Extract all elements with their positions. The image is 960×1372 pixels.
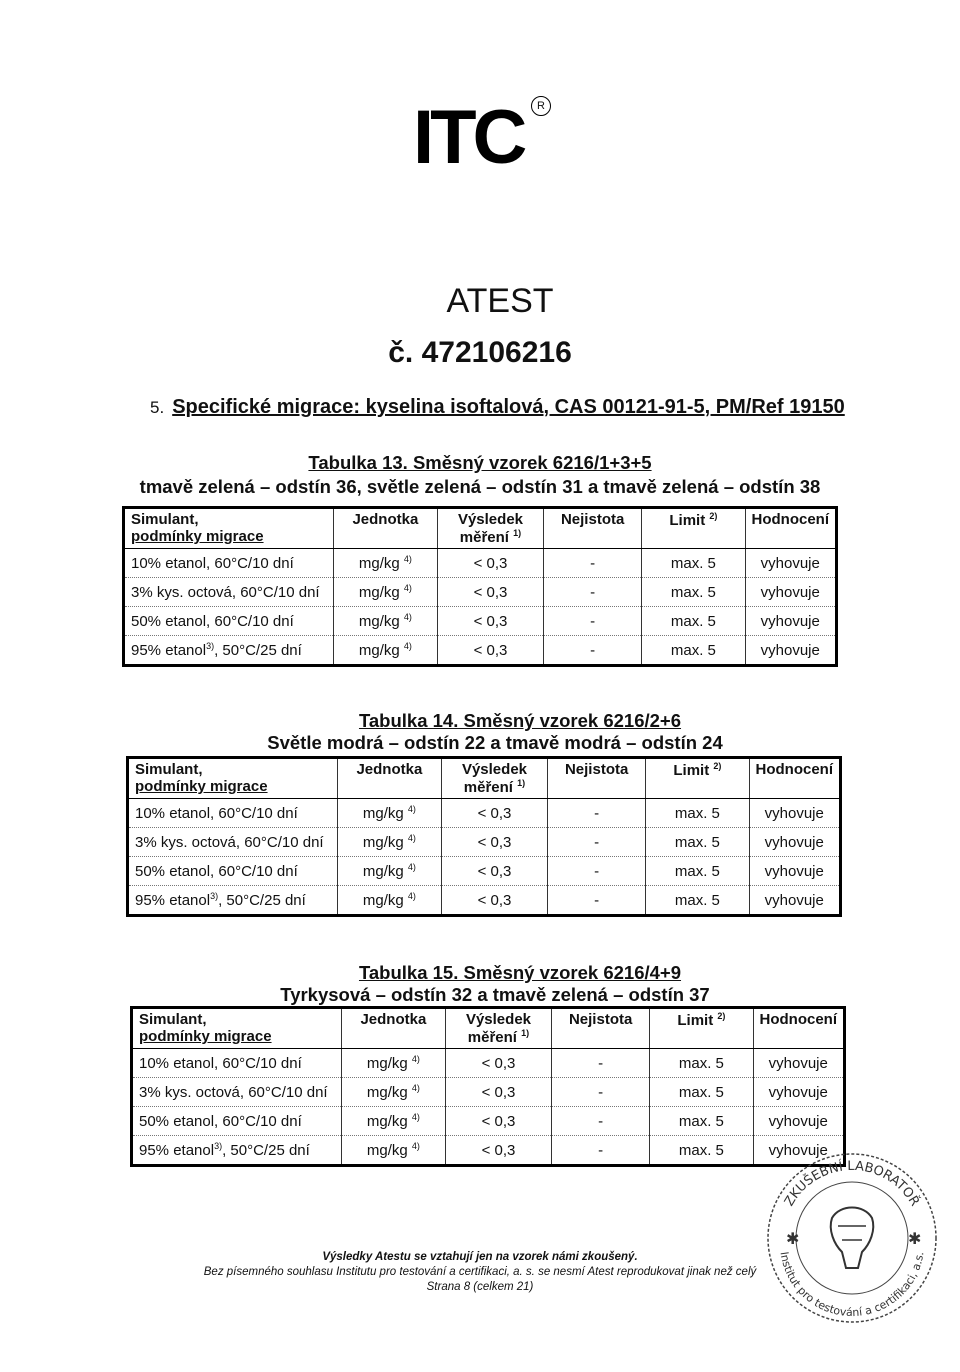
cell-unit: mg/kg $^{4)}$ <box>337 828 441 857</box>
table-header-row <box>128 758 841 799</box>
cell-unit: mg/kg $^{4)}$ <box>341 1078 445 1107</box>
section-text: Specifické migrace: kyselina isoftalová, CAS 00121-91-5, PM/Ref 19150 <box>172 396 845 418</box>
table-caption <box>0 452 960 498</box>
cell-simulant: 10% etanol, 60°C/10 dní <box>132 1049 342 1078</box>
cell-simulant: 3% kys. octová, 60°C/10 dní <box>132 1078 342 1107</box>
document-number: č. 472106216 <box>388 336 572 369</box>
cell-result: < 0,3 <box>437 607 543 636</box>
cell-uncertainty: - <box>548 886 646 916</box>
table-header-row <box>132 1008 845 1049</box>
cell-rating: vyhovuje <box>753 1136 845 1166</box>
table-caption-title: Tabulka 14. Směsný vzorek 6216/2+6 <box>358 710 682 731</box>
cell-simulant: 95% etanol$^{3)}$, 50°C/25 dní <box>128 886 338 916</box>
cell-limit: max. 5 <box>650 1078 753 1107</box>
cell-unit: mg/kg $^{4)}$ <box>333 578 437 607</box>
footer-note: Výsledky Atestu se vztahují jen na vzorek námi zkoušený. <box>322 1251 638 1263</box>
cell-unit: mg/kg $^{4)}$ <box>333 549 437 578</box>
cell-simulant: 95% etanol$^{3)}$, 50°C/25 dní <box>132 1136 342 1166</box>
cell-limit: max. 5 <box>642 578 745 607</box>
cell-uncertainty: - <box>544 578 642 607</box>
page-number: Strana 8 (celkem 21) <box>426 1281 534 1293</box>
cell-unit: mg/kg $^{4)}$ <box>333 607 437 636</box>
cell-rating: vyhovuje <box>745 578 837 607</box>
cell-limit: max. 5 <box>646 799 749 828</box>
table-row <box>132 1107 845 1136</box>
column-header-limit: Limit $^{2)}$ <box>646 758 749 799</box>
table-row <box>128 886 841 916</box>
cell-unit: mg/kg $^{4)}$ <box>333 636 437 666</box>
cell-limit: max. 5 <box>642 549 745 578</box>
cell-limit: max. 5 <box>646 828 749 857</box>
column-header-uncertainty: Nejistota <box>552 1008 650 1049</box>
column-header-rating: Hodnocení <box>745 508 837 549</box>
cell-result: < 0,3 <box>441 799 547 828</box>
cell-result: < 0,3 <box>445 1049 551 1078</box>
table-row <box>124 607 837 636</box>
table-caption-subtitle: Tyrkysová – odstín 32 a tmavě zelená – odstín 37 <box>280 984 710 1005</box>
cell-limit: max. 5 <box>650 1136 753 1166</box>
cell-simulant: 10% etanol, 60°C/10 dní <box>128 799 338 828</box>
column-header-rating: Hodnocení <box>749 758 841 799</box>
table-row <box>128 799 841 828</box>
cell-rating: vyhovuje <box>749 886 841 916</box>
cell-rating: vyhovuje <box>749 857 841 886</box>
results-table <box>126 756 842 917</box>
laboratory-stamp-icon <box>762 1148 942 1328</box>
cell-simulant: 10% etanol, 60°C/10 dní <box>124 549 334 578</box>
table-row <box>124 549 837 578</box>
cell-unit: mg/kg $^{4)}$ <box>341 1049 445 1078</box>
column-header-limit: Limit $^{2)}$ <box>650 1008 753 1049</box>
table-row <box>128 857 841 886</box>
table-caption-title: Tabulka 13. Směsný vzorek 6216/1+3+5 <box>308 452 652 473</box>
section-number: 5. <box>150 398 165 417</box>
cell-unit: mg/kg $^{4)}$ <box>337 857 441 886</box>
column-header-result: Výsledek měření $^{1)}$ <box>437 508 543 549</box>
cell-limit: max. 5 <box>650 1049 753 1078</box>
cell-rating: vyhovuje <box>745 636 837 666</box>
cell-limit: max. 5 <box>642 607 745 636</box>
cell-simulant: 3% kys. octová, 60°C/10 dní <box>124 578 334 607</box>
column-header-limit: Limit $^{2)}$ <box>642 508 745 549</box>
cell-uncertainty: - <box>552 1107 650 1136</box>
document-title: ATEST <box>446 282 554 320</box>
cell-uncertainty: - <box>552 1136 650 1166</box>
cell-rating: vyhovuje <box>753 1078 845 1107</box>
footer <box>0 1250 960 1295</box>
table-row <box>124 636 837 666</box>
table-row <box>124 578 837 607</box>
column-header-unit: Jednotka <box>333 508 437 549</box>
results-table <box>122 506 838 667</box>
cell-uncertainty: - <box>544 636 642 666</box>
cell-result: < 0,3 <box>437 578 543 607</box>
cell-uncertainty: - <box>544 607 642 636</box>
svg-text:ZKUŠEBNÍ LABORATOŘ <box>782 1159 923 1209</box>
table-row <box>132 1049 845 1078</box>
itc-logo <box>413 95 553 180</box>
column-header-rating: Hodnocení <box>753 1008 845 1049</box>
cell-simulant: 50% etanol, 60°C/10 dní <box>132 1107 342 1136</box>
registered-mark-icon: R <box>531 96 551 116</box>
cell-result: < 0,3 <box>441 857 547 886</box>
column-header-simulant: Simulant, podmínky migrace <box>124 508 334 549</box>
results-table <box>130 1006 846 1167</box>
cell-limit: max. 5 <box>642 636 745 666</box>
stamp-text-top: ZKUŠEBNÍ LABORATOŘ <box>781 1158 923 1209</box>
cell-rating: vyhovuje <box>745 549 837 578</box>
column-header-unit: Jednotka <box>337 758 441 799</box>
column-header-result: Výsledek měření $^{1)}$ <box>441 758 547 799</box>
table-row <box>132 1136 845 1166</box>
cell-result: < 0,3 <box>437 636 543 666</box>
svg-text:✱: ✱ <box>908 1231 922 1248</box>
column-header-simulant: Simulant, podmínky migrace <box>128 758 338 799</box>
cell-rating: vyhovuje <box>753 1107 845 1136</box>
cell-result: < 0,3 <box>437 549 543 578</box>
cell-result: < 0,3 <box>441 828 547 857</box>
stamp-text-bottom: Institut pro testování a certifikaci, a.s. <box>777 1250 927 1320</box>
column-header-uncertainty: Nejistota <box>544 508 642 549</box>
cell-simulant: 50% etanol, 60°C/10 dní <box>124 607 334 636</box>
cell-result: < 0,3 <box>445 1136 551 1166</box>
cell-rating: vyhovuje <box>753 1049 845 1078</box>
section-heading <box>150 396 845 419</box>
cell-unit: mg/kg $^{4)}$ <box>337 799 441 828</box>
table-row <box>128 828 841 857</box>
table-caption <box>0 962 960 1006</box>
cell-result: < 0,3 <box>445 1078 551 1107</box>
logo-text: ITC <box>413 95 524 180</box>
table-caption-title: Tabulka 15. Směsný vzorek 6216/4+9 <box>358 962 682 983</box>
column-header-simulant: Simulant, podmínky migrace <box>132 1008 342 1049</box>
cell-rating: vyhovuje <box>745 607 837 636</box>
cell-limit: max. 5 <box>646 857 749 886</box>
cell-rating: vyhovuje <box>749 799 841 828</box>
cell-uncertainty: - <box>544 549 642 578</box>
svg-text:✱: ✱ <box>786 1231 800 1248</box>
cell-uncertainty: - <box>552 1078 650 1107</box>
table-row <box>132 1078 845 1107</box>
cell-unit: mg/kg $^{4)}$ <box>341 1107 445 1136</box>
column-header-uncertainty: Nejistota <box>548 758 646 799</box>
cell-result: < 0,3 <box>445 1107 551 1136</box>
table-header-row <box>124 508 837 549</box>
table-caption-subtitle: Světle modrá – odstín 22 a tmavě modrá – odstín 24 <box>267 732 723 753</box>
cell-simulant: 95% etanol$^{3)}$, 50°C/25 dní <box>124 636 334 666</box>
cell-simulant: 3% kys. octová, 60°C/10 dní <box>128 828 338 857</box>
cell-result: < 0,3 <box>441 886 547 916</box>
cell-unit: mg/kg $^{4)}$ <box>337 886 441 916</box>
column-header-result: Výsledek měření $^{1)}$ <box>445 1008 551 1049</box>
cell-simulant: 50% etanol, 60°C/10 dní <box>128 857 338 886</box>
cell-uncertainty: - <box>552 1049 650 1078</box>
table-caption-subtitle: tmavě zelená – odstín 36, světle zelená – odstín 31 a tmavě zelená – odstín 38 <box>139 476 821 497</box>
column-header-unit: Jednotka <box>341 1008 445 1049</box>
cell-limit: max. 5 <box>646 886 749 916</box>
cell-limit: max. 5 <box>650 1107 753 1136</box>
cell-rating: vyhovuje <box>749 828 841 857</box>
table-caption <box>0 710 960 754</box>
cell-uncertainty: - <box>548 799 646 828</box>
cell-unit: mg/kg $^{4)}$ <box>341 1136 445 1166</box>
footer-copyright: Bez písemného souhlasu Institutu pro testování a certifikaci, a. s. se nesmí Atest reprodukovat jinak než celý <box>203 1266 757 1278</box>
cell-uncertainty: - <box>548 828 646 857</box>
cell-uncertainty: - <box>548 857 646 886</box>
